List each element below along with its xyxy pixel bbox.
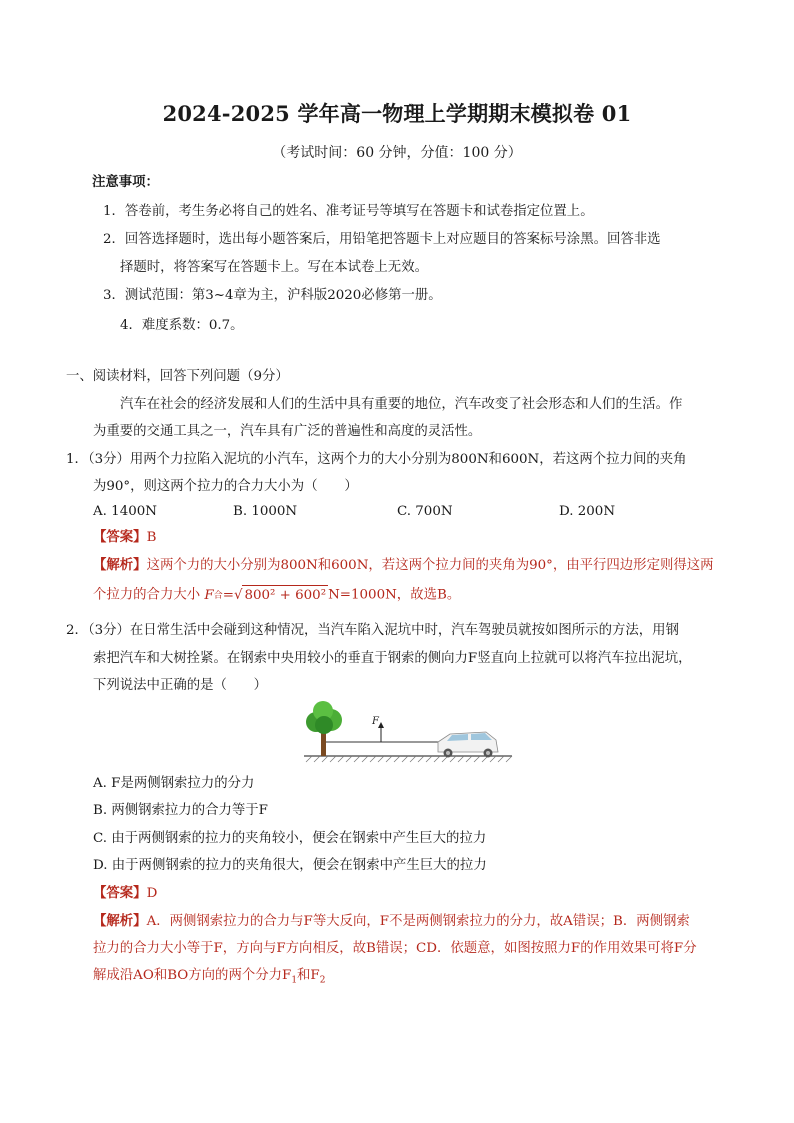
analysis-text: 个拉力的合力大小 [93,587,205,603]
notes-heading: 注意事项： [92,174,159,190]
answer-value: D [146,886,158,901]
q1-option-b: B. 1000N [233,504,298,519]
q1-stem-line-2: 为90°，则这两个拉力的合力大小为（ ） [93,479,358,494]
formula-equals: = [222,587,234,603]
q2-option-c: C. 由于两侧钢索的拉力的夹角较小，便会在钢索中产生巨大的拉力 [93,831,487,846]
q1-option-c: C. 700N [397,504,453,519]
exam-info: （考试时间：60 分钟，分值：100 分） [272,145,522,161]
q2-stem-line-3: 下列说法中正确的是（ ） [93,678,268,693]
analysis-tag: 【解析】 [93,913,147,929]
tree-icon [306,701,342,756]
analysis-text: 和F [297,968,320,983]
note-item-2-cont: 择题时，将答案写在答题卡上。写在本试卷上无效。 [120,260,428,275]
analysis-text: N=1000N，故选B。 [328,587,461,603]
formula-subscript: 合 [213,590,223,601]
q2-stem-line-2: 索把汽车和大树拴紧。在钢索中央用较小的垂直于钢索的侧向力F竖直向上拉就可以将汽车拉出泥坑， [93,651,692,666]
note-item-4: 4．难度系数：0.7。 [120,318,244,333]
resultant-force-formula [204,585,328,606]
sqrt-sign-icon: √ [233,587,243,603]
formula-symbol: F [204,587,214,603]
q2-analysis-line-2: 拉力的合力大小等于F，方向与F方向相反，故B错误；CD．依题意，如图按照力F的作用效果可将F分 [93,941,697,956]
q2-analysis-line-3 [93,966,325,991]
section-heading: 一、阅读材料，回答下列问题（9分） [66,369,289,384]
q2-answer [93,883,157,904]
force-label: F [372,716,379,727]
formula-radicand: 800² + 600² [242,585,328,606]
note-item-1: 1．答卷前，考生务必将自己的姓名、准考证号等填写在答题卡和试卷指定位置上。 [103,204,594,219]
car-icon [438,732,498,758]
material-line-2: 为重要的交通工具之一，汽车具有广泛的普遍性和高度的灵活性。 [93,424,482,439]
analysis-text: A．两侧钢索拉力的合力与F等大反向，F不是两侧钢索拉力的分力，故A错误；B．两侧钢索 [146,914,690,929]
subscript-1: 1 [291,975,298,986]
q1-option-d: D. 200N [559,504,616,519]
q1-analysis-line-1 [93,555,714,576]
q1-option-a: A. 1400N [93,504,157,519]
q2-stem-line-1: 2．（3分）在日常生活中会碰到这种情况，当汽车陷入泥坑中时，汽车驾驶员就按如图所示的方法，用钢 [66,623,679,638]
answer-tag: 【答案】 [93,885,147,901]
ground-hatching [306,756,512,762]
page-title: 2024-2025 学年高一物理上学期期末模拟卷 01 [162,101,632,126]
analysis-text: 这两个力的大小分别为800N和600N，若这两个拉力间的夹角为90°，由平行四边形定则得这两 [146,558,714,573]
q1-stem-line-1: 1．（3分）用两个力拉陷入泥坑的小汽车，这两个力的大小分别为800N和600N，若这两个拉力间的夹角 [66,452,687,467]
answer-value: B [146,530,157,545]
note-item-3: 3．测试范围：第3~4章为主，沪科版2020必修第一册。 [103,288,442,303]
q1-analysis-line-2 [93,585,460,606]
note-item-2: 2．回答选择题时，选出每小题答案后，用铅笔把答题卡上对应题目的答案标号涂黑。回答非选 [103,232,661,247]
q2-option-a: A. F是两侧钢索拉力的分力 [93,776,255,791]
material-line-1: 汽车在社会的经济发展和人们的生活中具有重要的地位，汽车改变了社会形态和人们的生活。作 [120,397,683,412]
q2-option-b: B. 两侧钢索拉力的合力等于F [93,803,268,818]
subscript-2: 2 [319,975,326,986]
analysis-text: 解成沿AO和BO方向的两个分力F [93,968,292,983]
car-tree-figure [300,700,516,768]
answer-tag: 【答案】 [93,529,147,545]
q2-option-d: D. 由于两侧钢索的拉力的夹角很大，便会在钢索中产生巨大的拉力 [93,858,487,873]
analysis-tag: 【解析】 [93,557,147,573]
q2-analysis-line-1 [93,911,690,932]
q1-answer [93,527,156,548]
